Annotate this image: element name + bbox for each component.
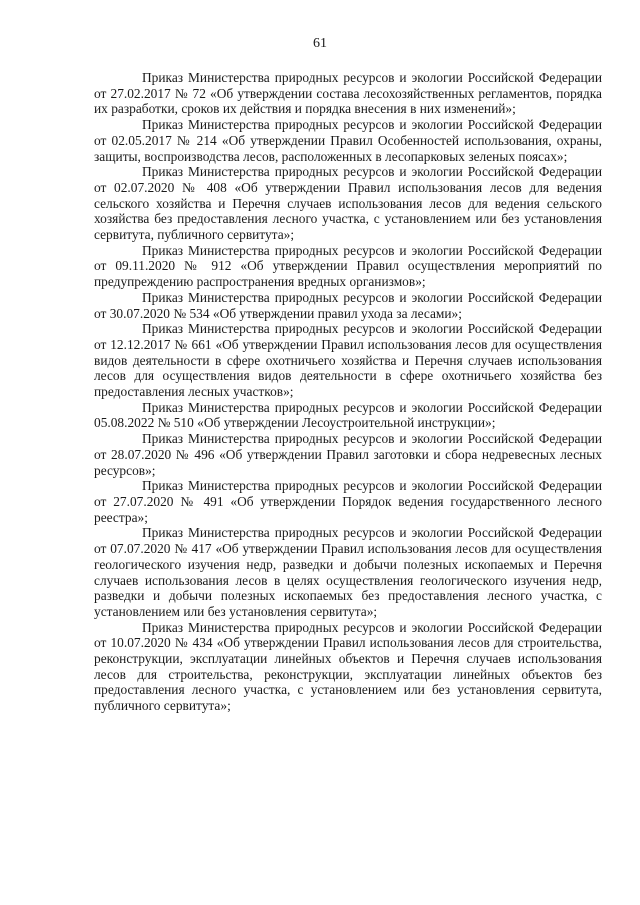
paragraph: Приказ Министерства природных ресурсов и экологии Российской Федерации 05.08.2022 № 510 «Об утверждении Лесоустроительной инструкции»; [94,399,602,431]
paragraph: Приказ Министерства природных ресурсов и экологии Российской Федерации от 30.07.2020 № 534 «Об утверждении правил ухода за лесами»; [94,289,602,321]
paragraph: Приказ Министерства природных ресурсов и экологии Российской Федерации от 07.07.2020 № 417 «Об утверждении Правил использования лесов для осуществления геологического изучения недр, разведки и добычи полезных ископаемых и Перечня случаев использования лесов в целях осуществления геологического изучения недр, разведки и добычи полезных ископаемых без предоставления лесного участка, с установлением или без установления сервитута»; [94,525,602,619]
paragraph: Приказ Министерства природных ресурсов и экологии Российской Федерации от 27.07.2020 № 491 «Об утверждении Порядок ведения государственного лесного реестра»; [94,478,602,525]
paragraph: Приказ Министерства природных ресурсов и экологии Российской Федерации от 09.11.2020 № 912 «Об утверждении Правил осуществления мероприятий по предупреждению распространения вредных организмов»; [94,242,602,290]
paragraph: Приказ Министерства природных ресурсов и экологии Российской Федерации от 27.02.2017 № 72 «Об утверждении состава лесохозяйственных регламентов, порядка их разработки, сроков их действия и порядка внесения в них изменений»; [94,70,602,117]
paragraph: Приказ Министерства природных ресурсов и экологии Российской Федерации от 10.07.2020 № 434 «Об утверждении Правил использования лесов для строительства, реконструкции, эксплуатации линейных объектов и Перечня случаев использования лесов для строительства, реконструкции, эксплуатации линейных объектов без предоставления лесного участка, с установлением или без установления сервитута, публичного сервитута»; [94,619,602,714]
document-body [94,70,602,714]
page-number: 61 [313,36,327,51]
paragraph: Приказ Министерства природных ресурсов и экологии Российской Федерации от 02.05.2017 № 214 «Об утверждении Правил Особенностей использования, охраны, защиты, воспроизводства лесов, расположенных в лесопарковых зеленых поясах»; [94,117,602,164]
paragraph: Приказ Министерства природных ресурсов и экологии Российской Федерации от 12.12.2017 № 661 «Об утверждении Правил использования лесов для осуществления видов деятельности в сфере охотничьего хозяйства и Перечня случаев использования лесов для осуществления видов деятельности в сфере охотничьего хозяйства без предоставления лесных участков»; [94,321,602,400]
paragraph: Приказ Министерства природных ресурсов и экологии Российской Федерации от 02.07.2020 № 408 «Об утверждении Правил использования лесов для ведения сельского хозяйства и Перечня случаев использования лесов для ведения сельского хозяйства без предоставления лесного участка, с установлением или без установления сервитута, публичного сервитута»; [94,164,602,243]
paragraph: Приказ Министерства природных ресурсов и экологии Российской Федерации от 28.07.2020 № 496 «Об утверждении Правил заготовки и сбора недревесных лесных ресурсов»; [94,431,602,478]
